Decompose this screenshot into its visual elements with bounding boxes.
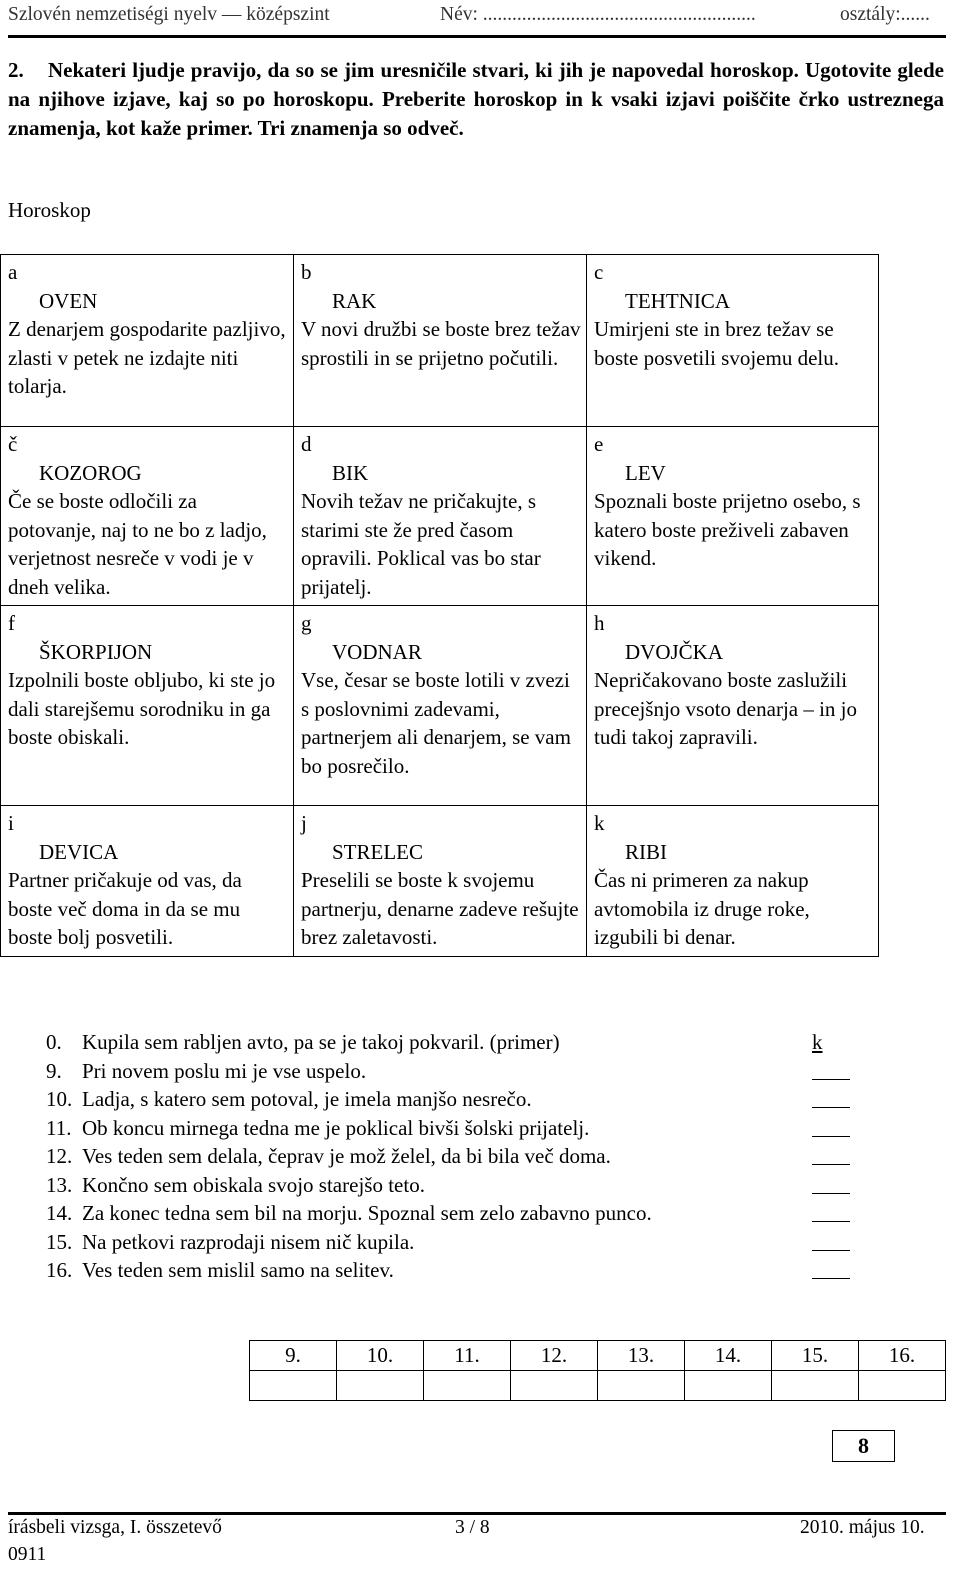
sign-letter: j [301,811,307,835]
grid-header-cell: 13. [598,1341,685,1371]
page-header [8,2,948,32]
sign-text: Nepričakovano boste zaslužili precejšnjo vsoto denarja – in jo tudi takoj zapravili. [594,668,858,749]
statement-item [46,1228,866,1257]
sign-letter: h [594,611,605,635]
horoscope-cell [587,255,879,427]
statement-text: Ves teden sem delala, čeprav je mož želel, da bi bila več doma. [82,1144,611,1168]
task-text: Nekateri ljudje pravijo, da so se jim uresničile stvari, ki jih je napovedal horoskop. Ugotovite glede na njihove izjave, kaj so po horoskopu. Preberite horoskop in k vsaki izjavi poiščite črko ustreznega znamenja, kot kaže primer. Tri znamenja so odveč. [8,58,944,140]
horoscope-row [1,427,879,606]
sign-text: Umirjeni ste in brez težav se boste posvetili svojemu delu. [594,317,839,370]
horoscope-row [1,606,879,806]
header-rule [8,35,946,38]
statement-number: 0. [46,1030,62,1054]
grid-answer-cell[interactable] [598,1371,685,1401]
horoscope-cell [1,255,294,427]
answer-blank[interactable] [812,1057,850,1080]
header-name-field: Név: ........................................................ [440,4,756,25]
answer-blank[interactable] [812,1199,850,1222]
horoscope-cell [587,427,879,606]
horoscope-table [0,254,879,957]
sign-text: Čas ni primeren za nakup avtomobila iz druge roke, izgubili bi denar. [594,868,810,949]
statement-item [46,1199,866,1228]
statement-number: 12. [46,1144,73,1168]
statement-number: 10. [46,1087,73,1111]
statement-number: 13. [46,1172,73,1197]
header-exam-title: Szlovén nemzetiségi nyelv — középszint [8,4,330,25]
sign-letter: g [301,611,312,635]
header-class-field: osztály:...... [840,4,930,25]
answer-blank[interactable] [812,1085,850,1108]
footer-exam-label: írásbeli vizsga, I. összetevő [8,1517,222,1538]
horoscope-cell [1,606,294,806]
statement-text: Za konec tedna sem bil na morju. Spoznal sem zelo zabavno punco. [82,1201,652,1225]
grid-header-cell: 14. [685,1341,772,1371]
statement-item [46,1171,866,1200]
horoscope-cell [294,427,587,606]
sign-text: Novih težav ne pričakujte, s starimi ste že pred časom opravili. Poklical vas bo star prijatelj. [301,489,541,599]
sign-name: LEV [625,460,666,485]
grid-header-cell: 12. [511,1341,598,1371]
grid-header-cell: 9. [250,1341,337,1371]
sign-letter: i [8,811,14,835]
sign-name: STRELEC [332,839,424,864]
statement-list [46,1028,866,1285]
grid-answer-cell[interactable] [511,1371,598,1401]
sign-letter: č [8,432,18,456]
statement-text: Ob koncu mirnega tedna me je poklical bivši šolski prijatelj. [82,1115,590,1140]
statement-number: 16. [46,1258,73,1282]
example-answer: k [812,1030,823,1054]
statement-number: 11. [46,1115,72,1140]
grid-header-cell: 16. [859,1341,946,1371]
horoscope-cell [1,427,294,606]
footer-rule [8,1512,946,1515]
sign-text: Vse, česar se boste lotili v zvezi s poslovnimi zadevami, partnerjem ali denarjem, se vam bo posrečilo. [301,668,571,778]
grid-header-cell: 10. [337,1341,424,1371]
statement-text: Pri novem poslu mi je vse uspelo. [82,1058,367,1083]
task-instructions [8,56,944,143]
statement-text: Ladja, s katero sem potoval, je imela manjšo nesrečo. [82,1087,532,1111]
horoscope-cell [294,606,587,806]
grid-answer-cell[interactable] [424,1371,511,1401]
footer-code: 0911 [8,1544,47,1565]
sign-text: V novi družbi se boste brez težav sprostili in se prijetno počutili. [301,317,581,370]
statement-item [46,1142,866,1171]
sign-letter: f [8,611,15,635]
sign-text: Če se boste odločili za potovanje, naj to ne bo z ladjo, verjetnost nesreče v vodi je v dneh velika. [8,489,267,599]
statement-text: Na petkovi razprodaji nisem nič kupila. [82,1229,415,1254]
answer-blank[interactable] [812,1228,850,1251]
sign-name: RIBI [625,839,667,864]
sign-name: DVOJČKA [625,639,724,664]
sign-name: VODNAR [332,639,422,664]
sign-text: Preselili se boste k svojemu partnerju, denarne zadeve rešujte brez zaletavosti. [301,868,579,949]
horoscope-row [1,255,879,427]
statement-text: Kupila sem rabljen avto, pa se je takoj pokvaril. (primer) [82,1030,560,1054]
statement-number: 15. [46,1229,73,1254]
sign-name: RAK [332,288,377,313]
answer-blank[interactable] [812,1142,850,1165]
task-number: 2. [8,58,24,82]
sign-name: ŠKORPIJON [39,639,153,664]
statement-number: 14. [46,1201,73,1225]
answer-blank[interactable] [812,1171,850,1194]
statement-item [46,1028,866,1057]
statement-text: Končno sem obiskala svojo starejšo teto. [82,1172,425,1197]
sign-text: Spoznali boste prijetno osebo, s katero boste preživeli zabaven vikend. [594,489,861,570]
score-box: 8 [832,1430,895,1462]
sign-letter: d [301,432,312,456]
sign-name: KOZOROG [39,460,142,485]
sign-letter: b [301,260,312,284]
answer-blank[interactable] [812,1114,850,1137]
sign-name: TEHTNICA [625,288,730,313]
sign-text: Partner pričakuje od vas, da boste več doma in da se mu boste bolj posvetili. [8,868,242,949]
grid-header-cell: 15. [772,1341,859,1371]
horoscope-cell [587,806,879,957]
horoscope-row [1,806,879,957]
grid-answer-cell[interactable] [250,1371,337,1401]
statement-item [46,1085,866,1114]
grid-answer-cell[interactable] [685,1371,772,1401]
sign-letter: c [594,260,604,284]
footer-date: 2010. május 10. [800,1517,925,1538]
horoscope-cell [294,806,587,957]
sign-name: OVEN [39,288,98,313]
horoscope-title: Horoskop [8,198,91,222]
horoscope-cell [1,806,294,957]
statement-item [46,1057,866,1086]
answer-blank[interactable] [812,1256,850,1279]
sign-text: Izpolnili boste obljubo, ki ste jo dali starejšemu sorodniku in ga boste obiskali. [8,668,276,749]
grid-header-cell: 11. [424,1341,511,1371]
statement-text: Ves teden sem mislil samo na selitev. [82,1258,394,1282]
sign-text: Z denarjem gospodarite pazljivo, zlasti v petek ne izdajte niti tolarja. [8,317,286,398]
grid-answer-cell[interactable] [859,1371,946,1401]
sign-letter: k [594,811,605,835]
sign-letter: a [8,260,18,284]
sign-name: DEVICA [39,839,119,864]
grid-answer-cell[interactable] [337,1371,424,1401]
statement-number: 9. [46,1058,62,1083]
horoscope-cell [587,606,879,806]
horoscope-cell [294,255,587,427]
sign-name: BIK [332,460,369,485]
answer-grid [249,1340,946,1401]
footer-page-number: 3 / 8 [455,1517,490,1538]
page-footer [8,1517,948,1577]
grid-answer-cell[interactable] [772,1371,859,1401]
sign-letter: e [594,432,604,456]
statement-item [46,1114,866,1143]
statement-item [46,1256,866,1285]
